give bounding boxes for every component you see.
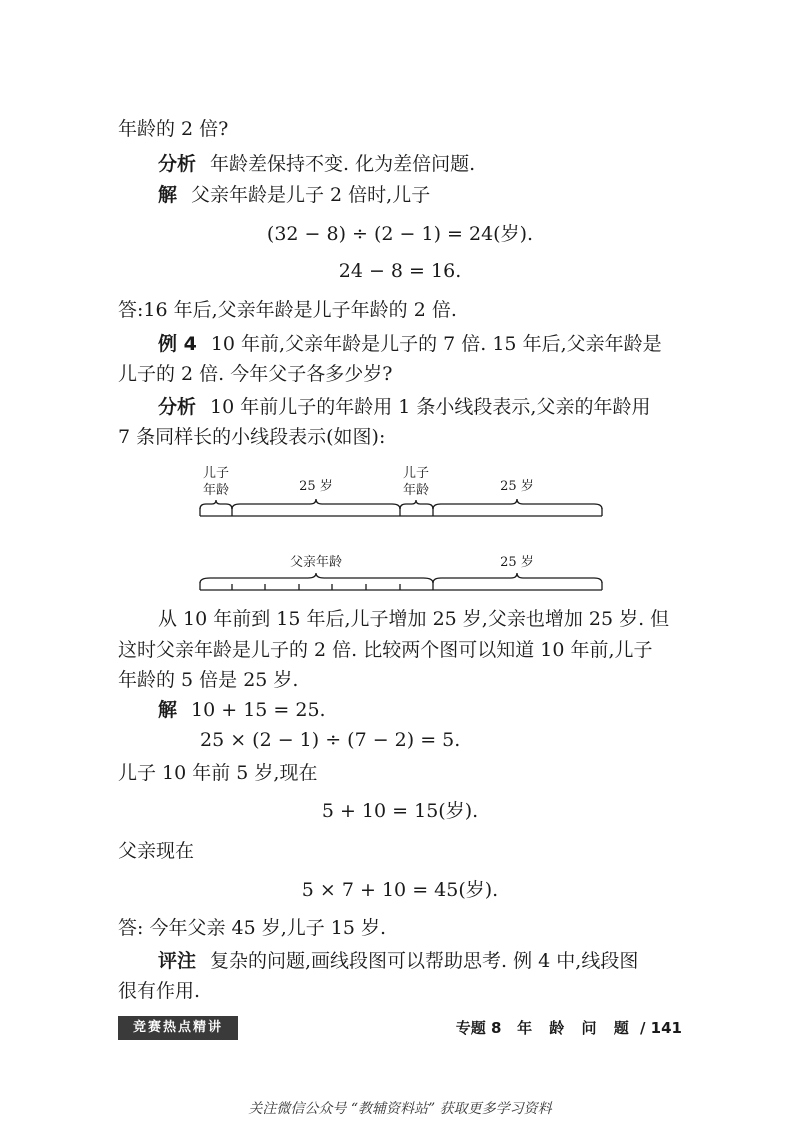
solution-2-label: 解 [158,699,178,721]
watermark-text: 关注微信公众号 “教辅资料站” 获取更多学习资料 [248,1101,552,1117]
text-line: 年龄的 2 倍? [118,118,229,140]
solution-2-text: 10 + 15 = 25. [191,699,326,721]
son-now-line: 儿子 10 年前 5 岁,现在 [118,762,318,784]
equation-2: 24 − 8 = 16. [338,260,462,282]
father-now-line: 父亲现在 [118,840,195,862]
brace-25-2 [433,499,602,509]
line-segment-diagram [196,460,616,600]
top-segment-diagram [200,499,602,516]
remark-continued: 很有作用. [118,980,201,1002]
label-son-age-1b: 年龄 [202,483,230,498]
equation-1: (32 − 8) ÷ (2 − 1) = 24(岁). [266,223,534,245]
brace-25-1 [232,499,400,509]
example-4-label: 例 4 [158,333,197,355]
label-25-years-1: 25 岁 [299,479,333,494]
example-4-line [158,331,662,357]
brace-father-age [200,573,433,583]
example-4-text: 10 年前,父亲年龄是儿子的 7 倍. 15 年后,父亲年龄是 [210,333,662,355]
page-number: / 141 [639,1019,682,1037]
remark-label: 评注 [158,950,197,972]
topic-title: 年 龄 问 题 [517,1019,635,1037]
paragraph-line: 年龄的 5 倍是 25 岁. [118,669,299,691]
remark-line [158,948,638,974]
label-son-age-2b: 年龄 [402,483,430,498]
analysis-2-continued: 7 条同样长的小线段表示(如图): [118,426,386,448]
brace-son-1 [200,500,232,509]
label-father-age: 父亲年龄 [289,555,343,570]
solution-text: 父亲年龄是儿子 2 倍时,儿子 [191,184,431,206]
label-son-age-1a: 儿子 [202,466,230,481]
section-tag: 竞赛热点精讲 [118,1016,238,1040]
solution-2-step: 25 × (2 − 1) ÷ (7 − 2) = 5. [200,729,461,751]
equation-4: 5 × 7 + 10 = 45(岁). [301,879,499,901]
analysis-label: 分析 [158,153,197,175]
remark-text: 复杂的问题,画线段图可以帮助思考. 例 4 中,线段图 [210,950,639,972]
label-son-age-2a: 儿子 [402,466,430,481]
solution-label: 解 [158,184,178,206]
brace-son-2 [400,500,433,509]
label-25-years-3: 25 岁 [500,555,534,570]
running-footer [456,1016,682,1040]
paragraph-line: 从 10 年前到 15 年后,儿子增加 25 岁,父亲也增加 25 岁. 但 [158,608,670,630]
paragraph-line: 这时父亲年龄是儿子的 2 倍. 比较两个图可以知道 10 年前,儿子 [118,639,653,661]
analysis-2-label: 分析 [158,396,197,418]
example-4-continued: 儿子的 2 倍. 今年父子各多少岁? [118,363,393,385]
answer-1: 答:16 年后,父亲年龄是儿子年龄的 2 倍. [118,299,457,321]
analysis-text: 年龄差保持不变. 化为差倍问题. [210,153,476,175]
label-25-years-2: 25 岁 [500,479,534,494]
analysis-2-text: 10 年前儿子的年龄用 1 条小线段表示,父亲的年龄用 [210,396,651,418]
solution-line [158,182,430,208]
brace-25-3 [433,573,602,583]
answer-2: 答: 今年父亲 45 岁,儿子 15 岁. [118,917,387,939]
analysis-2-line [158,394,650,420]
topic-number: 专题 8 [455,1019,502,1037]
bottom-segment-diagram [200,573,602,590]
solution-2-line [158,697,326,723]
analysis-line [158,151,475,177]
equation-3: 5 + 10 = 15(岁). [321,800,479,822]
